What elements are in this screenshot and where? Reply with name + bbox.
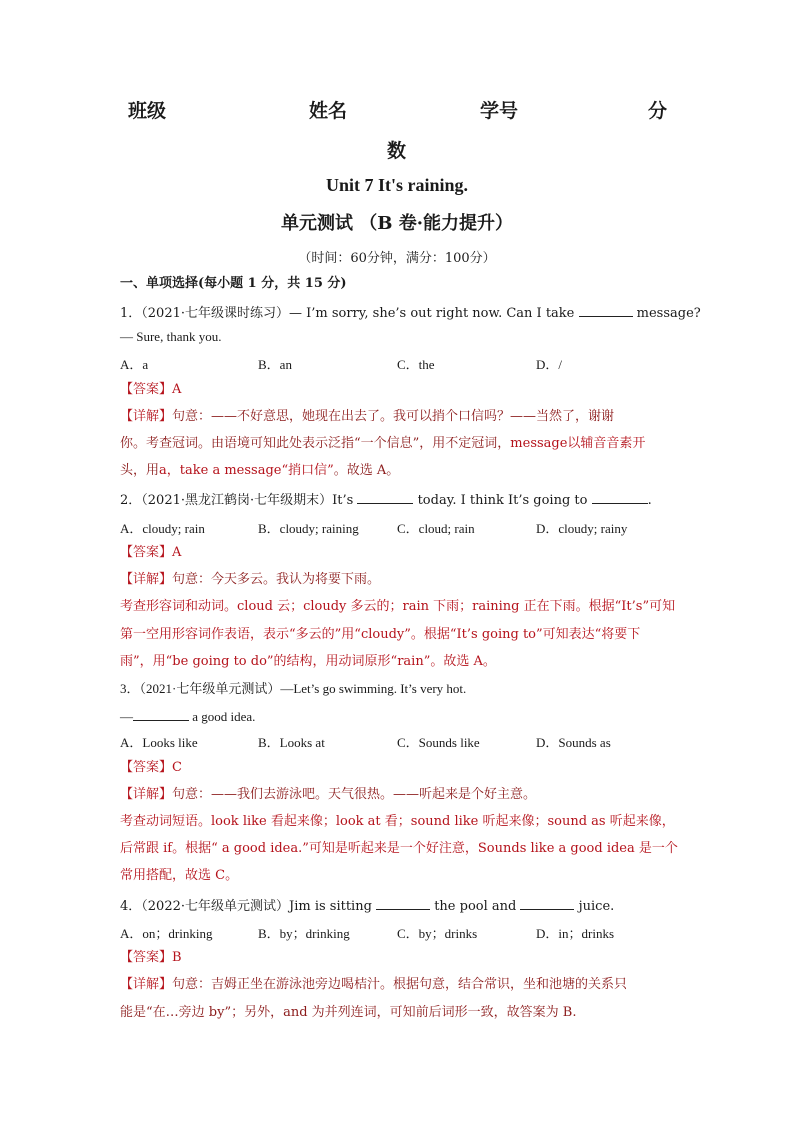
question-1-option-b: B．an (258, 357, 292, 372)
question-3-detail-1 (120, 787, 536, 803)
question-2-option-c: C．cloud; rain (397, 521, 475, 536)
question-3-answer (120, 760, 182, 776)
detail-text: 句意：今天多云。我认为将要下雨。 (172, 572, 381, 587)
answer-value: B (172, 950, 182, 965)
question-1-line2: — Sure, thank you. (120, 329, 222, 344)
question-3-detail-4: 常用搭配，故选 C。 (120, 868, 239, 883)
question-3-option-d: D．Sounds as (536, 735, 611, 750)
question-4-stem (120, 896, 614, 915)
time-info: （时间：60分钟，满分：100分） (298, 251, 496, 266)
question-3-detail-2: 考查动词短语。look like 看起来像；look at 看；sound like 听起来像；sound as 听起来像， (120, 814, 675, 829)
detail-label: 【详解】 (120, 787, 173, 802)
answer-blank (133, 707, 189, 721)
question-1-answer (120, 382, 181, 398)
section-heading: 一、单项选择(每小题 1 分，共 15 分) (120, 276, 347, 291)
question-4-option-d: D．in；drinks (536, 926, 615, 941)
answer-blank (579, 303, 633, 317)
question-1-option-c: C．the (397, 357, 435, 372)
question-4-text: 4．（2022·七年级单元测试）Jim is sitting (120, 899, 372, 914)
answer-value: A (172, 382, 182, 397)
name-label: 姓名 (309, 100, 348, 122)
question-3-line2 (120, 707, 255, 725)
question-1-option-a: A．a (120, 357, 149, 372)
answer-blank (357, 490, 413, 504)
question-4-detail-2: 能是“在…旁边 by”；另外，and 为并列连词，可知前后词形一致，故答案为 B. (120, 1005, 577, 1020)
detail-label: 【详解】 (120, 977, 173, 992)
answer-value: C (172, 760, 182, 775)
question-2-stem (120, 490, 652, 509)
score-label-part1: 分 (648, 100, 668, 122)
unit-title: Unit 7 It's raining. (325, 175, 469, 195)
answer-label: 【答案】 (120, 382, 173, 397)
question-1-stem: 1．（2021·七年级课时练习）— I’m sorry, she’s out right now. Can I take (120, 306, 575, 321)
class-label: 班级 (128, 100, 167, 122)
question-1-option-d: D．/ (536, 357, 563, 372)
question-2-option-b: B．cloudy; raining (258, 521, 359, 536)
question-2-detail-3: 第一空用形容词作表语，表示“多云的”用“cloudy”。根据“It’s going to”可知表达“将要下 (120, 627, 641, 642)
question-2-detail-1 (120, 572, 380, 588)
question-4-text: juice. (578, 899, 615, 914)
detail-text: 句意：吉姆正坐在游泳池旁边喝桔汁。根据句意，结合常识，坐和池塘的关系只 (172, 977, 628, 992)
question-2-text: 2．（2021·黑龙江鹤岗·七年级期末）It’s (120, 493, 354, 508)
detail-text: 。故选 A。 (333, 463, 400, 478)
question-3-option-c: C．Sounds like (397, 735, 480, 750)
detail-text: 头，用 (120, 463, 160, 478)
detail-label: 【详解】 (120, 409, 173, 424)
question-1-line1 (120, 303, 701, 322)
question-2-detail-4: 雨”，用“be going to do”的结构，用动词原形“rain”。故选 A。 (120, 654, 496, 669)
question-1-stem-end: message? (636, 306, 701, 321)
question-2-text: . (647, 493, 652, 508)
detail-label: 【详解】 (120, 572, 173, 587)
question-3-detail-3: 后常跟 if。根据“ a good idea.”可知是听起来是一个好注意，Sounds like a good idea 是一个 (120, 841, 678, 856)
detail-text: 句意：——不好意思，她现在出去了。我可以捎个口信吗？——当然了，谢谢 (172, 409, 615, 424)
question-1-detail-3 (120, 463, 399, 479)
question-2-answer (120, 545, 181, 561)
detail-text: 你。考查冠词。由语境可知此处表示泛指“一个信息”，用不定冠词， (120, 436, 511, 451)
question-2-option-a: A．cloudy; rain (120, 521, 205, 536)
answer-blank (376, 896, 430, 910)
question-4-option-c: C．by；drinks (397, 926, 478, 941)
answer-blank (520, 896, 574, 910)
question-1-detail-2 (120, 436, 645, 452)
question-2-option-d: D．cloudy; rainy (536, 521, 628, 536)
answer-value: A (172, 545, 182, 560)
question-4-option-b: B．by；drinking (258, 926, 350, 941)
test-title: 单元测试 （B 卷·能力提升） (280, 213, 513, 234)
answer-blank (592, 490, 648, 504)
answer-label: 【答案】 (120, 760, 173, 775)
question-4-option-a: A．on；drinking (120, 926, 213, 941)
question-1-detail-1 (120, 409, 614, 425)
question-3-line1: 3．（2021·七年级单元测试）—Let’s go swimming. It’s very hot. (120, 681, 467, 696)
question-4-answer (120, 950, 182, 966)
question-3-option-b: B．Looks at (258, 735, 325, 750)
student-id-label: 学号 (480, 100, 519, 122)
question-3-text: a good idea. (192, 709, 256, 724)
question-4-text: the pool and (434, 899, 517, 914)
answer-label: 【答案】 (120, 950, 173, 965)
detail-text-highlight: message以辅音音素开 (510, 436, 646, 451)
detail-text: 句意：——我们去游泳吧。天气很热。——听起来是个好主意。 (172, 787, 537, 802)
score-label-part2: 数 (387, 140, 407, 162)
question-2-text: today. I think It’s going to (417, 493, 588, 508)
answer-label: 【答案】 (120, 545, 173, 560)
question-3-option-a: A．Looks like (120, 735, 198, 750)
detail-text-highlight: a，take a message“捎口信” (159, 463, 334, 478)
question-3-text: — (120, 709, 133, 724)
question-2-detail-2: 考查形容词和动词。cloud 云；cloudy 多云的；rain 下雨；raining 正在下雨。根据“It’s”可知 (120, 599, 676, 614)
question-4-detail-1 (120, 977, 627, 993)
